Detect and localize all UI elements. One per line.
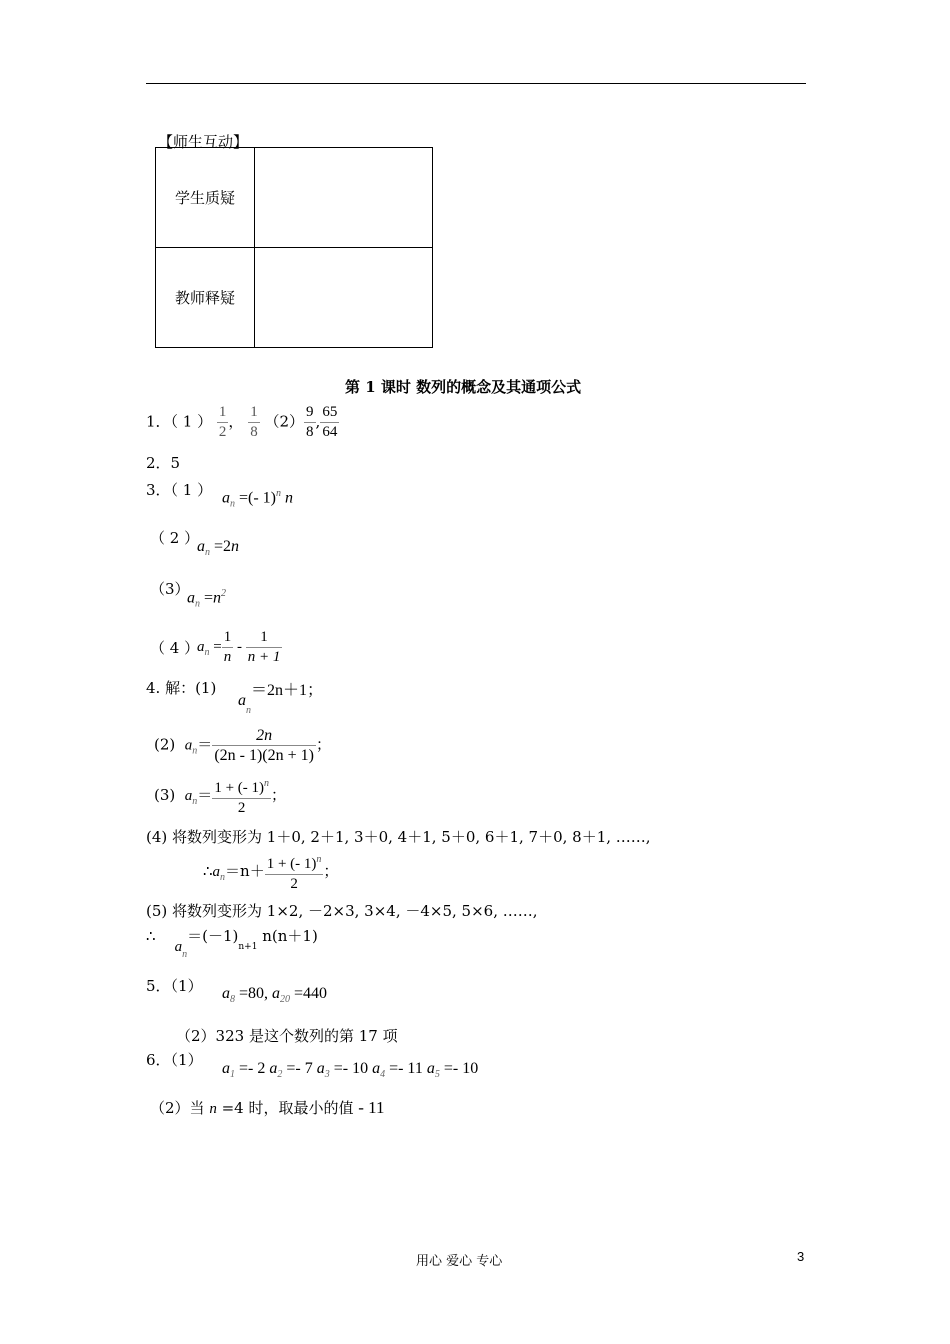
fraction: [212, 726, 316, 765]
variable: a: [272, 985, 281, 1002]
answer-3-part2: [197, 538, 239, 558]
equation-text: -: [233, 638, 246, 655]
variable: a: [372, 1060, 381, 1077]
variable: a: [197, 538, 205, 555]
equation-text: =- 10: [439, 1060, 479, 1077]
denominator: 8: [250, 424, 258, 440]
equation-text: =440: [290, 985, 328, 1002]
fraction: [222, 628, 234, 667]
superscript: n: [276, 488, 282, 499]
denominator: 8: [306, 424, 314, 440]
table-row: [156, 148, 433, 248]
numerator: 1: [246, 628, 283, 648]
answer-text: （2）当: [150, 1099, 210, 1117]
student-question-label: 学生质疑: [156, 148, 255, 248]
answer-3-part4-label: （ 4 ）: [150, 639, 200, 657]
variable: a: [197, 638, 205, 655]
header-rule: [146, 83, 806, 84]
equation-text: ＝n＋: [225, 862, 265, 880]
answer-4-part2: [154, 726, 331, 765]
fraction: [246, 628, 283, 667]
answer-3-part3-label: （3）: [150, 580, 190, 598]
fraction: [304, 403, 316, 442]
table-row: [156, 248, 433, 348]
equation-text: ＝(－1): [187, 927, 239, 945]
subscript: n: [192, 745, 198, 757]
subscript: n+1: [238, 942, 258, 952]
answer-1-lead: 1．（ 1 ）: [146, 412, 213, 431]
subscript: 4: [380, 1069, 386, 1081]
subscript: n: [195, 598, 200, 610]
variable: a: [184, 737, 193, 754]
fraction: [265, 850, 324, 894]
answer-4-part4-text: (4) 将数列变形为 1＋0, 2＋1, 3＋0, 4＋1, 5＋0, 6＋1, 7＋0, 8＋1, ……,: [146, 828, 651, 846]
subscript: 3: [324, 1069, 330, 1081]
fraction: [217, 403, 229, 442]
equation-text: ＝: [197, 735, 213, 754]
equation-text: =80,: [235, 985, 273, 1002]
equation-text: =- 11: [385, 1060, 427, 1077]
separator: ，: [228, 412, 244, 431]
variable: a: [238, 692, 246, 709]
fraction: [248, 403, 260, 442]
numerator: 1: [248, 403, 260, 423]
equation-text: n: [231, 538, 240, 555]
fraction: [212, 774, 271, 818]
numerator: 1: [217, 403, 229, 423]
answer-4-lead: 4. 解：(1): [146, 679, 217, 697]
answer-4-part4-formula: [203, 850, 338, 894]
answer-5-part2: （2）323 是这个数列的第 17 项: [176, 1027, 398, 1045]
teacher-answer-label: 教师释疑: [156, 248, 255, 348]
answer-2: 2．5: [146, 454, 181, 472]
answer-1: [146, 403, 339, 442]
numerator: 9: [304, 403, 316, 423]
therefore-symbol: ∴: [203, 862, 213, 880]
answer-3-lead: 3．（ 1 ）: [146, 481, 213, 499]
numerator-text: 1 + (- 1): [266, 856, 317, 872]
equation-text: =: [209, 638, 222, 655]
answer-value: - 11: [358, 1098, 385, 1117]
subscript: n: [192, 796, 198, 807]
variable: a: [222, 489, 230, 507]
equation-text: n(n＋1): [257, 927, 318, 945]
equation-text: =- 2: [235, 1060, 270, 1077]
separator: ,: [315, 412, 321, 431]
therefore-symbol: ∴: [146, 927, 156, 945]
part-label: (3): [154, 786, 176, 804]
part-label: (2): [154, 735, 176, 754]
subscript: n: [246, 705, 251, 717]
answer-6-part1: [222, 1060, 478, 1080]
student-question-cell: [255, 148, 433, 248]
subscript: 20: [280, 994, 291, 1006]
variable: a: [316, 1060, 325, 1077]
equation-text: =- 7: [282, 1060, 317, 1077]
variable: a: [426, 1060, 435, 1077]
denominator: 2: [218, 424, 227, 440]
denominator: n + 1: [247, 649, 281, 665]
answer-6-lead: 6．（1）: [146, 1051, 203, 1069]
answer-4-part3: [154, 774, 286, 818]
answer-4-part5-text: (5) 将数列变形为 1×2, －2×3, 3×4, －4×5, 5×6, ……,: [146, 902, 538, 920]
footer-motto: 用心 爱心 专心: [416, 1254, 503, 1269]
lesson-title: 第 1 课时 数列的概念及其通项公式: [345, 378, 582, 396]
answer-3-part4: [197, 628, 282, 667]
subscript: n: [182, 949, 188, 960]
subscript: 1: [230, 1069, 235, 1081]
variable: n: [209, 1101, 217, 1117]
subscript: n: [230, 498, 235, 510]
numerator: 2n: [212, 726, 316, 746]
variable: a: [184, 788, 193, 804]
denominator: (2n - 1)(2n + 1): [214, 747, 314, 764]
variable: a: [174, 939, 183, 955]
subscript: n: [204, 646, 210, 658]
equation-text: ＝: [197, 786, 213, 804]
equation-text: =(- 1): [235, 489, 277, 507]
variable: a: [222, 985, 230, 1002]
equation-text: ；: [323, 862, 339, 880]
denominator: n: [223, 649, 232, 665]
equation-text: =: [200, 589, 214, 607]
equation-text: n: [213, 589, 222, 607]
answer-3-part2-label: （ 2 ）: [150, 529, 200, 547]
answer-3-part3: [187, 588, 226, 610]
subscript: 5: [434, 1069, 440, 1081]
superscript: n: [264, 778, 270, 789]
answer-1-part2-label: （2）: [264, 412, 305, 431]
answer-4-part5-formula: [146, 925, 318, 960]
equation-text: n: [281, 489, 294, 507]
answer-4-part1: [238, 677, 324, 717]
equation-text: =- 10: [329, 1060, 373, 1077]
answer-5-part1: [222, 985, 327, 1005]
subscript: 2: [277, 1069, 283, 1081]
numerator: [212, 774, 271, 799]
numerator: 65: [320, 403, 339, 423]
teacher-answer-cell: [255, 248, 433, 348]
numerator: 1: [222, 628, 234, 648]
subscript: n: [220, 872, 226, 883]
interaction-header: 【师生互动】: [158, 133, 249, 151]
qa-table: [155, 147, 433, 348]
subscript: n: [205, 547, 210, 559]
variable: a: [187, 589, 195, 607]
denominator: 2: [290, 876, 298, 892]
equation-text: ＝2n＋1；: [251, 682, 324, 699]
numerator-text: 1 + (- 1): [214, 780, 265, 796]
equation-text: =2: [210, 538, 232, 555]
equation-text: ；: [271, 786, 287, 804]
fraction: [320, 403, 339, 442]
answer-6-part2: [150, 1097, 385, 1118]
superscript: 2: [221, 588, 227, 599]
answer-text: =4 时，取最小的值: [216, 1099, 359, 1117]
denominator: 64: [322, 424, 338, 440]
answer-3-part1: [222, 488, 293, 510]
variable: a: [212, 864, 221, 880]
subscript: 8: [230, 994, 235, 1006]
denominator: 2: [237, 800, 246, 816]
superscript: n: [316, 854, 322, 865]
variable: a: [222, 1060, 230, 1077]
answer-5-lead: 5．（1）: [146, 977, 203, 995]
page-number: 3: [797, 1249, 805, 1264]
equation-text: ；: [315, 735, 331, 754]
numerator: [265, 850, 324, 875]
variable: a: [269, 1060, 278, 1077]
